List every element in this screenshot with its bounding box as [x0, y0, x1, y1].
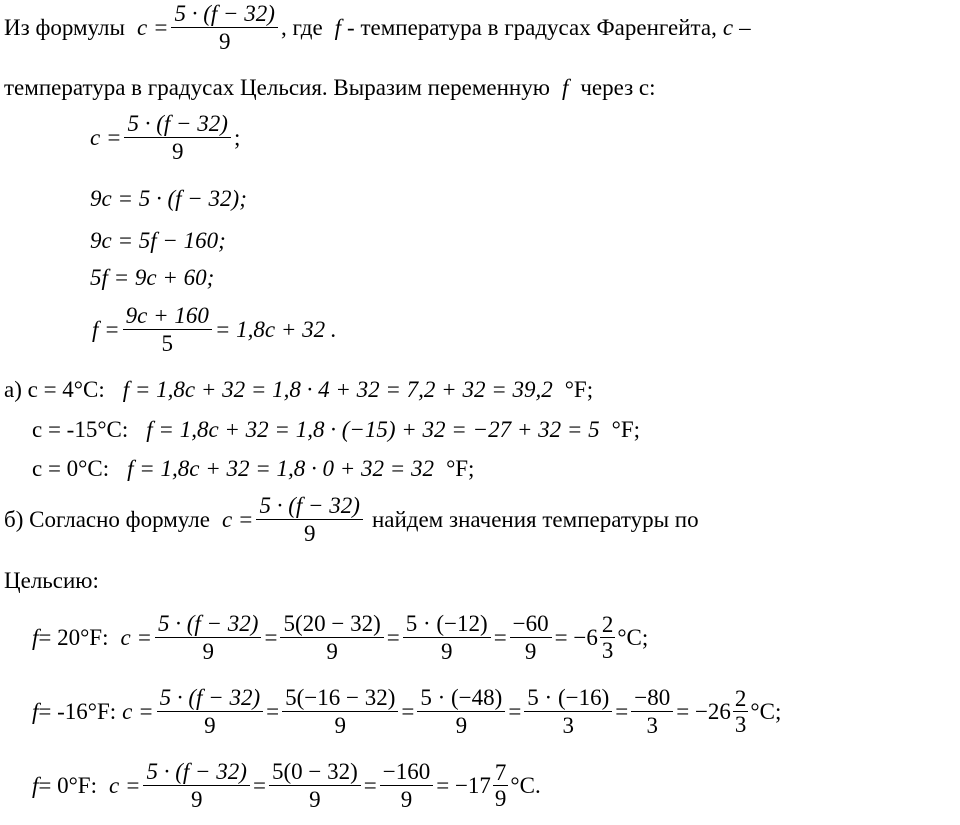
fraction — [403, 612, 491, 663]
unit: °F; — [564, 377, 594, 402]
unit: °F; — [611, 417, 641, 442]
fraction-numerator: 5 · (−12) — [405, 611, 488, 636]
intro-text: температура в градусах Цельсия. Выразим переменную — [4, 75, 550, 100]
equals: = — [615, 699, 629, 725]
fraction-numerator: 2 — [601, 612, 614, 637]
formula-c-eq: c = — [109, 773, 141, 799]
fraction — [171, 2, 277, 53]
equals-result: = −17 — [436, 773, 491, 799]
fraction-denominator: 5 — [161, 331, 174, 357]
intro-text: Из формулы — [4, 15, 125, 41]
fraction-numerator: 5 · (−16) — [527, 685, 610, 710]
fraction-denominator: 9 — [400, 787, 413, 813]
part-b-line-1 — [4, 494, 699, 545]
fraction-denominator: 9 — [309, 787, 321, 813]
fraction — [143, 760, 249, 811]
fraction-denominator: 9 — [303, 521, 316, 547]
fraction-numerator: 5 · (f − 32) — [159, 685, 261, 710]
fraction — [282, 686, 398, 737]
equation: 9c = 5 · (f − 32); — [90, 186, 247, 211]
var-f: f — [334, 15, 342, 41]
fraction-denominator: 9 — [190, 787, 203, 813]
equation: 5f = 9c + 60; — [90, 265, 215, 290]
fraction-denominator: 9 — [204, 713, 216, 739]
part-a-line-1 — [4, 378, 593, 401]
fraction — [123, 304, 212, 355]
intro-text: через с: — [580, 75, 656, 100]
fraction-denominator: 9 — [202, 639, 214, 665]
formula-c-eq: c = — [221, 507, 254, 533]
part-b-row-2 — [32, 686, 781, 737]
fraction-denominator: 9 — [334, 713, 346, 739]
fraction — [157, 686, 263, 737]
fraction-denominator: 9 — [218, 29, 231, 55]
part-b-row-1 — [32, 612, 648, 663]
fraction — [631, 686, 673, 737]
intro-text: - температура в градусах Фаренгейта, — [347, 15, 717, 41]
part-a-line-2 — [32, 418, 640, 441]
intro-line-1 — [4, 2, 751, 53]
derivation-step-4 — [90, 266, 214, 289]
fraction — [380, 760, 433, 811]
derivation-step-5 — [92, 304, 337, 355]
fraction-denominator: 9 — [440, 639, 453, 665]
intro-text: , где — [280, 15, 323, 41]
equation: 9c = 5f − 160; — [90, 228, 226, 253]
mixed-fraction — [493, 761, 509, 810]
case-expression: f = 1,8c + 32 = 1,8 · (−15) + 32 = −27 + 32 = 5 — [146, 417, 600, 442]
fraction-numerator: 5 · (f − 32) — [127, 111, 228, 136]
derivation-step-3 — [90, 229, 226, 252]
unit: °C. — [510, 773, 541, 799]
fraction-denominator: 9 — [326, 639, 338, 665]
fraction-denominator: 9 — [171, 139, 184, 165]
fraction-denominator: 9 — [524, 639, 537, 665]
formula-c-eq: c = — [120, 625, 152, 651]
equals-result: = −26 — [676, 699, 731, 725]
equals: = — [266, 699, 280, 725]
fraction-denominator: 3 — [734, 712, 747, 738]
fraction-denominator: 9 — [494, 786, 507, 812]
fraction-numerator: 5 · (f − 32) — [157, 611, 259, 636]
fraction — [269, 760, 361, 811]
lhs: c = — [90, 125, 122, 151]
row-label: = 20°F: — [38, 625, 109, 651]
dash: – — [739, 15, 751, 41]
unit: °C; — [750, 699, 782, 725]
fraction-numerator: 5 · (−48) — [420, 685, 503, 710]
equals: = — [401, 699, 415, 725]
equals: = — [252, 773, 266, 799]
case-label: с = 0°С: — [32, 456, 110, 481]
rhs: = 1,8c + 32 . — [214, 317, 337, 343]
fraction-numerator: 5(−16 − 32) — [285, 685, 396, 710]
fraction-denominator: 9 — [455, 713, 468, 739]
part-b-text: б) Согласно формуле — [4, 507, 210, 533]
formula-c-eq: c = — [122, 699, 154, 725]
var-f: f — [32, 699, 39, 725]
part-b-text: Цельсию: — [4, 568, 99, 593]
part-b-text: найдем значения температуры по — [371, 507, 699, 533]
var-c: c — [722, 15, 734, 41]
fraction-numerator: −60 — [512, 611, 549, 636]
derivation-step-2 — [90, 187, 247, 210]
fraction-numerator: 2 — [734, 686, 747, 711]
formula-c-eq: c = — [136, 15, 169, 41]
fraction-numerator: −80 — [634, 685, 671, 710]
fraction — [510, 612, 552, 663]
fraction — [524, 686, 612, 737]
part-b-line-2 — [4, 569, 99, 592]
fraction-numerator: 5 · (f − 32) — [259, 493, 360, 518]
fraction-numerator: 7 — [494, 760, 507, 785]
part-b-row-3 — [32, 760, 541, 811]
mixed-fraction — [733, 687, 749, 736]
equals: = — [493, 625, 507, 651]
var-f: f — [561, 75, 569, 100]
var-f: f — [32, 625, 39, 651]
case-expression: f = 1,8c + 32 = 1,8 · 0 + 32 = 32 — [127, 456, 435, 481]
lhs: f = — [92, 317, 120, 343]
fraction-numerator: 5(20 − 32) — [283, 611, 381, 636]
equals-result: = −6 — [554, 625, 598, 651]
unit: °F; — [446, 456, 475, 481]
equals: = — [363, 773, 377, 799]
case-label: а) с = 4°С: — [4, 377, 105, 402]
fraction-numerator: 5(0 − 32) — [271, 759, 358, 784]
fraction — [155, 612, 261, 663]
fraction — [256, 494, 362, 545]
fraction — [124, 112, 230, 163]
fraction-numerator: 5 · (f − 32) — [174, 1, 275, 26]
equals: = — [386, 625, 400, 651]
semicolon: ; — [233, 125, 241, 151]
part-a-line-3 — [32, 457, 474, 480]
fraction-denominator: 3 — [601, 638, 614, 664]
case-label: с = -15°С: — [32, 417, 129, 442]
fraction-denominator: 3 — [562, 713, 575, 739]
equals: = — [508, 699, 522, 725]
fraction — [280, 612, 383, 663]
row-label: = 0°F: — [38, 773, 97, 799]
row-label: = -16°F: — [38, 699, 117, 725]
case-expression: f = 1,8c + 32 = 1,8 · 4 + 32 = 7,2 + 32 = 39,2 — [122, 377, 553, 402]
fraction-numerator: 5 · (f − 32) — [146, 759, 247, 784]
intro-line-2 — [4, 76, 656, 99]
fraction-numerator: −160 — [382, 759, 431, 784]
derivation-step-1 — [90, 112, 240, 163]
unit: °C; — [617, 625, 649, 651]
var-f: f — [32, 773, 39, 799]
mixed-fraction — [600, 613, 616, 662]
fraction-numerator: 9c + 160 — [125, 303, 209, 328]
fraction — [417, 686, 505, 737]
fraction-denominator: 3 — [646, 713, 658, 739]
equals: = — [264, 625, 278, 651]
